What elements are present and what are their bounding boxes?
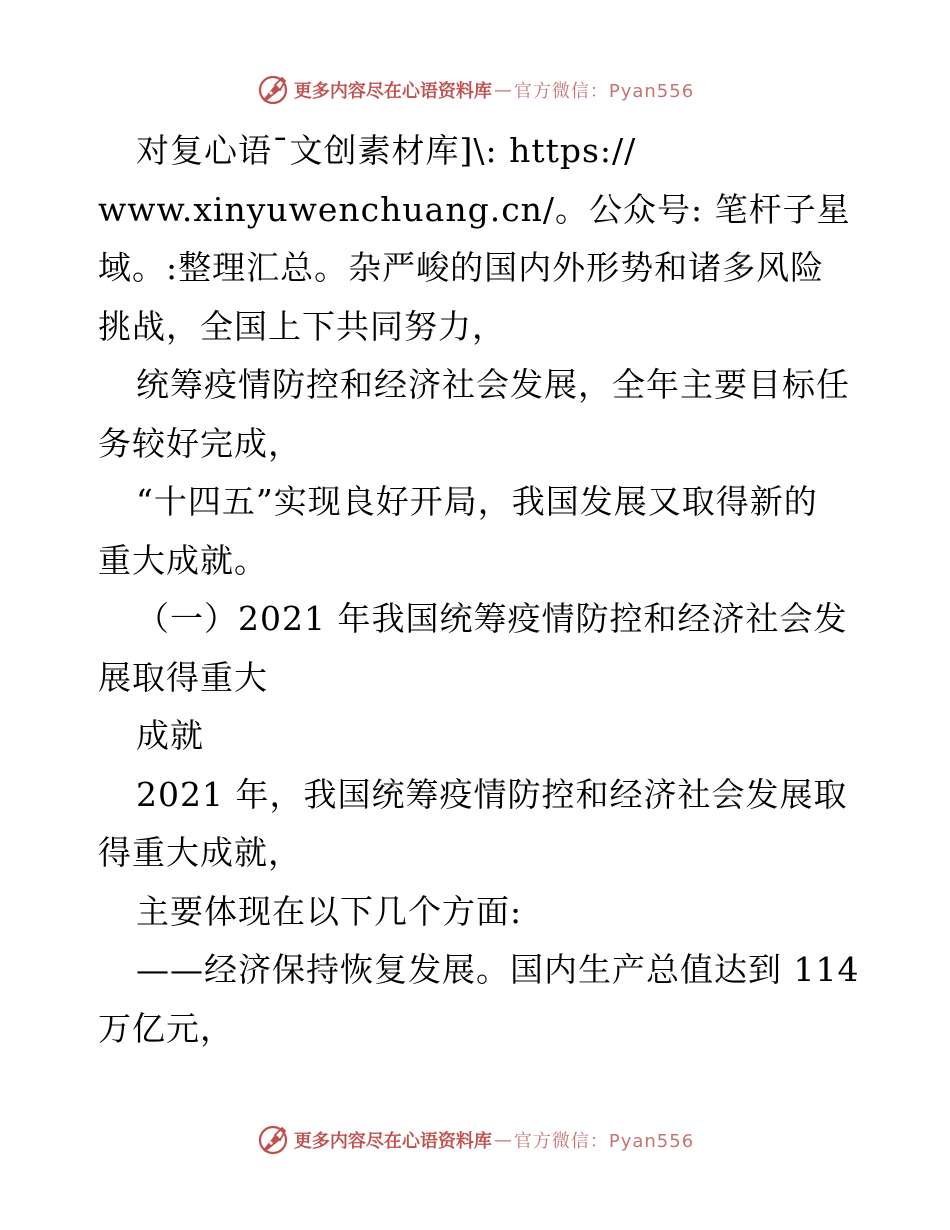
body-line: （一）2021 年我国统筹疫情防控和经济社会发	[136, 599, 848, 638]
banner-separator: —	[493, 1129, 512, 1151]
body-line: 统筹疫情防控和经济社会发展，全年主要目标任	[136, 365, 850, 404]
header-banner	[0, 70, 950, 110]
banner-main-text: 更多内容尽在心语资料库	[293, 1131, 492, 1152]
body-line: 得重大成就，	[98, 833, 302, 872]
body-line: 域。:整理汇总。杂严峻的国内外形势和诸多风险	[98, 248, 825, 287]
banner-separator: —	[493, 79, 512, 101]
footer-banner	[0, 1120, 950, 1160]
body-line: 挑战，全国上下共同努力，	[98, 306, 506, 346]
banner-wechat-text: 官方微信：Pyan556	[513, 1131, 695, 1152]
body-line: ——经济保持恢复发展。国内生产总值达到 114	[136, 950, 860, 989]
body-line: www.xinyuwenchuang.cn/。公众号: 笔杆子星	[98, 189, 851, 229]
pen-nib-logo-icon	[256, 73, 290, 107]
body-line: 2021 年，我国统筹疫情防控和经济社会发展取	[136, 774, 848, 814]
body-line: 展取得重大	[98, 657, 268, 697]
pen-nib-logo-icon	[256, 1123, 290, 1157]
body-line: 重大成就。	[98, 540, 268, 580]
body-line: 万亿元，	[98, 1008, 234, 1048]
banner-wechat-text: 官方微信：Pyan556	[513, 81, 695, 102]
banner-main-text: 更多内容尽在心语资料库	[293, 81, 492, 102]
body-line: “十四五”实现良好开局，我国发展又取得新的	[136, 482, 818, 521]
document-body	[98, 122, 858, 1058]
body-line: 成就	[136, 716, 204, 755]
body-line: 对复心语¯文创素材库]\: https://	[136, 131, 637, 170]
body-line: 主要体现在以下几个方面:	[136, 891, 523, 931]
body-line: 务较好完成，	[98, 423, 302, 463]
